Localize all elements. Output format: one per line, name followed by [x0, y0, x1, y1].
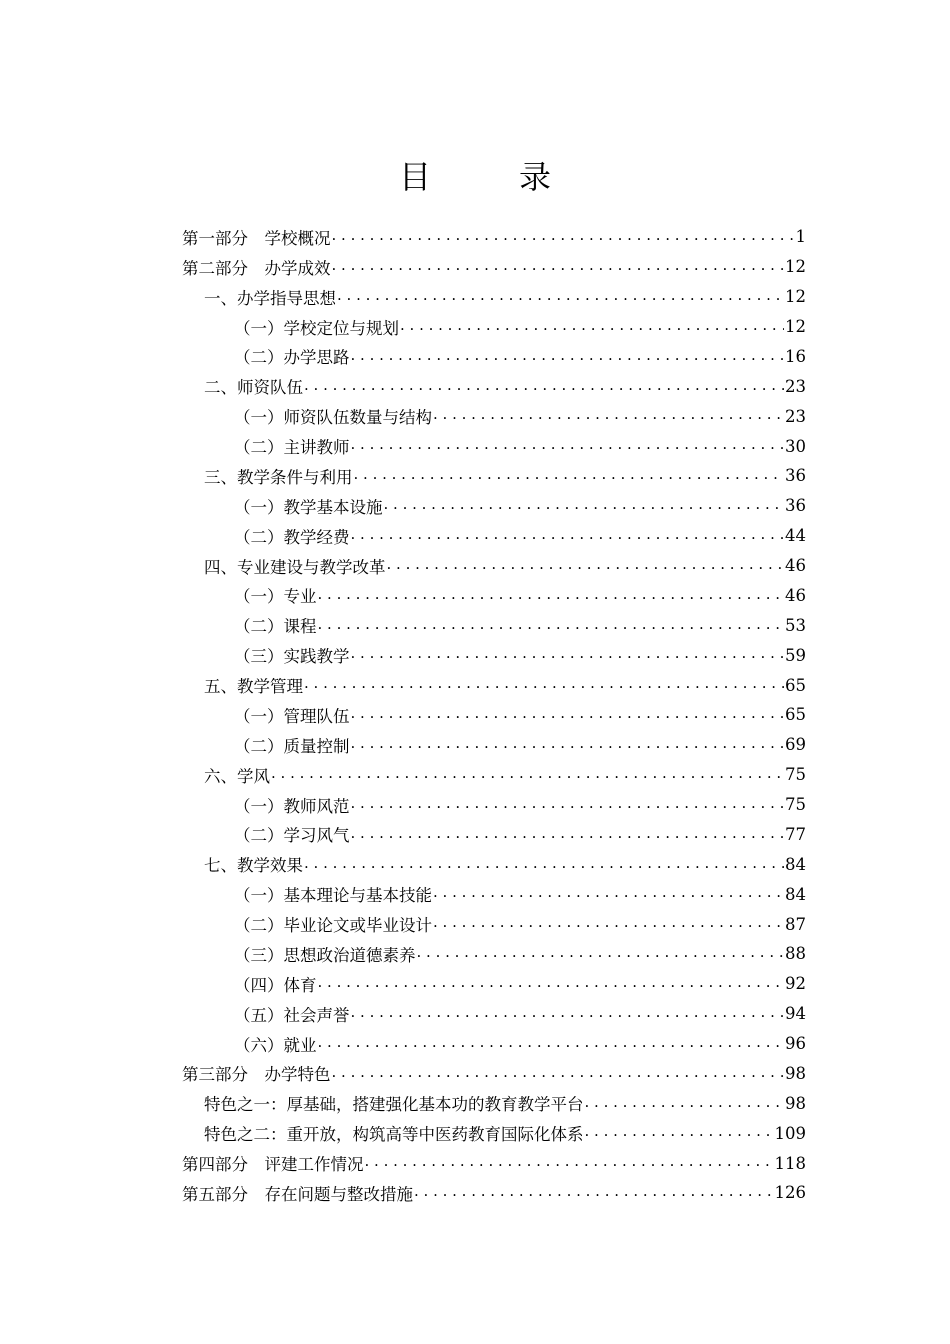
- toc-entry-page-number: 12: [785, 257, 806, 277]
- toc-entry-label: （二）学习风气: [234, 826, 350, 846]
- toc-entry-page-number: 1: [795, 227, 806, 247]
- toc-entry-page-number: 118: [774, 1153, 806, 1173]
- toc-entry[interactable]: [182, 1178, 806, 1208]
- toc-entry[interactable]: [182, 551, 806, 581]
- dot-leader: [414, 1182, 774, 1203]
- toc-entry[interactable]: [182, 640, 806, 670]
- dot-leader: [400, 316, 784, 337]
- toc-entry[interactable]: [182, 670, 806, 700]
- toc-entry-page-number: 59: [785, 645, 806, 665]
- toc-entry-label: 第二部分 办学成效: [182, 258, 331, 278]
- toc-entry-label: （二）办学思路: [234, 348, 350, 368]
- dot-leader: [351, 644, 785, 665]
- toc-entry[interactable]: [182, 969, 806, 999]
- toc-entry-label: 第五部分 存在问题与整改措施: [182, 1184, 413, 1204]
- toc-entry[interactable]: [182, 491, 806, 521]
- dot-leader: [351, 346, 785, 367]
- dot-leader: [318, 585, 785, 606]
- toc-entry-page-number: 126: [774, 1183, 806, 1203]
- toc-entry[interactable]: [182, 999, 806, 1029]
- toc-entry-page-number: 87: [785, 914, 806, 934]
- dot-leader: [304, 376, 784, 397]
- toc-entry-label: （一）教师风范: [234, 796, 350, 816]
- dot-leader: [354, 465, 785, 486]
- toc-entry-page-number: 84: [785, 854, 806, 874]
- toc-entry-label: 二、师资队伍: [204, 378, 303, 398]
- toc-entry-page-number: 12: [785, 317, 806, 337]
- dot-leader: [337, 286, 784, 307]
- toc-entry-label: （一）学校定位与规划: [234, 318, 399, 338]
- toc-entry-page-number: 96: [785, 1034, 806, 1054]
- dot-leader: [433, 913, 784, 934]
- toc-entry[interactable]: [182, 939, 806, 969]
- toc-entry[interactable]: [182, 371, 806, 401]
- toc-entry[interactable]: [182, 849, 806, 879]
- toc-entry[interactable]: [182, 581, 806, 611]
- dot-leader: [417, 943, 785, 964]
- toc-entry[interactable]: [182, 461, 806, 491]
- toc-entry[interactable]: [182, 1148, 806, 1178]
- toc-entry-page-number: 94: [785, 1004, 806, 1024]
- toc-entry-label: （三）实践教学: [234, 647, 350, 667]
- toc-entry-label: （一）师资队伍数量与结构: [234, 408, 432, 428]
- toc-entry[interactable]: [182, 401, 806, 431]
- toc-entry-label: （二）课程: [234, 617, 317, 637]
- toc-entry-label: （一）基本理论与基本技能: [234, 886, 432, 906]
- toc-entry-page-number: 46: [785, 585, 806, 605]
- toc-entry-label: （一）教学基本设施: [234, 497, 383, 517]
- toc-entry-page-number: 46: [785, 556, 806, 576]
- dot-leader: [318, 615, 785, 636]
- dot-leader: [271, 764, 784, 785]
- toc-entry-label: （二）质量控制: [234, 736, 350, 756]
- dot-leader: [433, 883, 784, 904]
- toc-entry-label: 特色之一：厚基础，搭建强化基本功的教育教学平台: [204, 1095, 584, 1115]
- toc-entry-label: 第三部分 办学特色: [182, 1065, 331, 1085]
- toc-entry-page-number: 65: [785, 675, 806, 695]
- toc-entry[interactable]: [182, 790, 806, 820]
- toc-entry[interactable]: [182, 342, 806, 372]
- toc-entry-page-number: 44: [785, 526, 806, 546]
- toc-entry[interactable]: [182, 1059, 806, 1089]
- toc-entry[interactable]: [182, 252, 806, 282]
- toc-title: 目 录: [398, 158, 579, 196]
- toc-entry[interactable]: [182, 879, 806, 909]
- toc-entry-label: 一、办学指导思想: [204, 288, 336, 308]
- dot-leader: [304, 674, 784, 695]
- dot-leader: [351, 824, 785, 845]
- dot-leader: [318, 973, 785, 994]
- toc-entry-label: （二）毕业论文或毕业设计: [234, 916, 432, 936]
- toc-entry[interactable]: [182, 820, 806, 850]
- toc-entry-label: 第一部分 学校概况: [182, 228, 331, 248]
- toc-entry[interactable]: [182, 610, 806, 640]
- toc-entry-label: （五）社会声誉: [234, 1005, 350, 1025]
- toc-entry[interactable]: [182, 312, 806, 342]
- toc-entry-page-number: 77: [785, 824, 806, 844]
- toc-entry-label: 七、教学效果: [204, 856, 303, 876]
- toc-entry[interactable]: [182, 282, 806, 312]
- toc-entry[interactable]: [182, 730, 806, 760]
- toc-entry-page-number: 23: [785, 406, 806, 426]
- toc-entry[interactable]: [182, 700, 806, 730]
- toc-entry[interactable]: [182, 521, 806, 551]
- table-of-contents: [182, 222, 806, 1208]
- toc-entry-page-number: 88: [785, 944, 806, 964]
- toc-entry-label: （二）主讲教师: [234, 438, 350, 458]
- toc-entry-label: 六、学风: [204, 766, 270, 786]
- toc-entry-label: 特色之二：重开放，构筑高等中医药教育国际化体系: [204, 1125, 584, 1145]
- toc-entry[interactable]: [182, 431, 806, 461]
- toc-entry-label: 五、教学管理: [204, 677, 303, 697]
- toc-entry[interactable]: [182, 760, 806, 790]
- dot-leader: [351, 734, 785, 755]
- dot-leader: [351, 525, 785, 546]
- toc-entry-page-number: 23: [785, 376, 806, 396]
- dot-leader: [351, 794, 785, 815]
- toc-entry-label: 第四部分 评建工作情况: [182, 1155, 364, 1175]
- toc-entry-label: （一）管理队伍: [234, 706, 350, 726]
- dot-leader: [332, 256, 785, 277]
- toc-entry-page-number: 16: [785, 346, 806, 366]
- toc-entry-label: 四、专业建设与教学改革: [204, 557, 386, 577]
- toc-entry-page-number: 69: [785, 735, 806, 755]
- toc-entry-page-number: 109: [774, 1123, 806, 1143]
- dot-leader: [351, 435, 785, 456]
- toc-entry-page-number: 98: [785, 1063, 806, 1083]
- toc-entry[interactable]: [182, 909, 806, 939]
- toc-entry-page-number: 84: [785, 884, 806, 904]
- toc-entry-page-number: 75: [785, 795, 806, 815]
- dot-leader: [332, 1063, 785, 1084]
- dot-leader: [351, 1003, 785, 1024]
- toc-entry-page-number: 98: [785, 1093, 806, 1113]
- toc-entry-page-number: 53: [785, 615, 806, 635]
- dot-leader: [318, 1033, 785, 1054]
- dot-leader: [365, 1152, 774, 1173]
- toc-entry-page-number: 75: [785, 765, 806, 785]
- dot-leader: [585, 1122, 774, 1143]
- toc-entry-label: （一）专业: [234, 587, 317, 607]
- dot-leader: [433, 405, 784, 426]
- dot-leader: [351, 704, 785, 725]
- toc-entry-label: （二）教学经费: [234, 527, 350, 547]
- toc-entry-page-number: 30: [785, 436, 806, 456]
- toc-entry[interactable]: [182, 222, 806, 252]
- dot-leader: [384, 495, 785, 516]
- toc-entry-page-number: 36: [785, 466, 806, 486]
- dot-leader: [332, 226, 795, 247]
- toc-entry-page-number: 12: [785, 287, 806, 307]
- toc-entry-page-number: 92: [785, 974, 806, 994]
- toc-entry-label: 三、教学条件与利用: [204, 467, 353, 487]
- toc-entry-label: （四）体育: [234, 975, 317, 995]
- toc-entry-label: （三）思想政治道德素养: [234, 945, 416, 965]
- toc-entry[interactable]: [182, 1088, 806, 1118]
- dot-leader: [304, 854, 784, 875]
- toc-entry[interactable]: [182, 1118, 806, 1148]
- dot-leader: [387, 555, 785, 576]
- toc-entry-label: （六）就业: [234, 1035, 317, 1055]
- toc-entry[interactable]: [182, 1029, 806, 1059]
- toc-entry-page-number: 36: [785, 496, 806, 516]
- dot-leader: [585, 1093, 785, 1114]
- toc-entry-page-number: 65: [785, 705, 806, 725]
